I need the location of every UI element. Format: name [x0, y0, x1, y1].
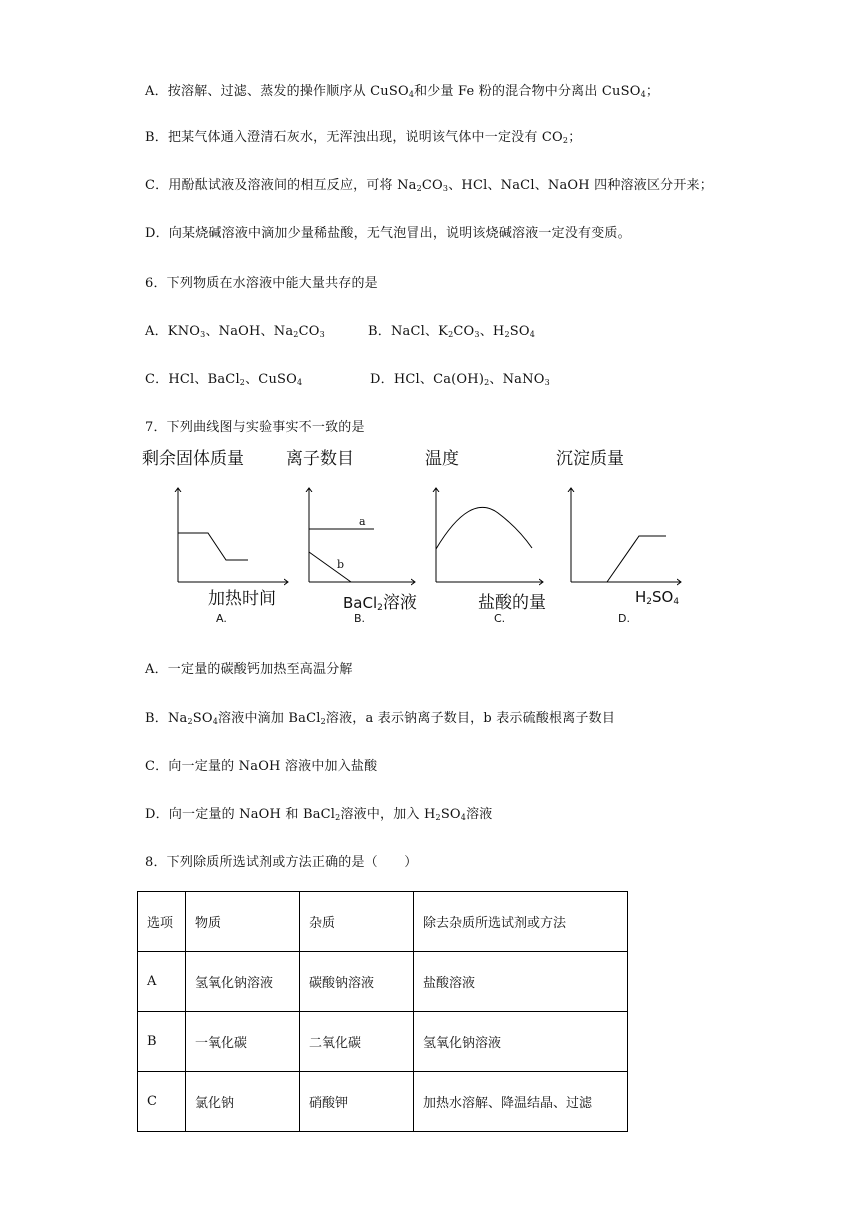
table-cell: 氯化钠	[186, 1072, 300, 1132]
q7-option-d: D．向一定量的 NaOH 和 BaCl$_2$溶液中，加入 $H_2SO_4$溶液	[145, 807, 493, 822]
table-header-cell: 杂质	[300, 892, 414, 952]
graph-a-curve	[178, 533, 248, 560]
table-cell: A	[138, 952, 186, 1012]
graph-c-ylabel: 温度	[425, 449, 459, 469]
table-row	[138, 1012, 628, 1072]
graph-c-xlabel: 盐酸的量	[478, 593, 546, 613]
q5-option-d: D．向某烧碱溶液中滴加少量稀盐酸，无气泡冒出，说明该烧碱溶液一定没有变质。	[145, 226, 631, 241]
graph-b	[309, 488, 415, 582]
table-row	[138, 1072, 628, 1132]
graph-a-xlabel: 加热时间	[208, 589, 276, 609]
q7-graphs-svg	[140, 440, 700, 640]
q8-table	[137, 891, 628, 1132]
graph-a	[178, 488, 288, 582]
q7-option-b: B．$Na_2SO_4$溶液中滴加 BaCl$_2$溶液，a 表示钠离子数目，b 表示硫酸根离子数目	[145, 711, 616, 726]
table-cell: 碳酸钠溶液	[300, 952, 414, 1012]
q7-option-c: C．向一定量的 NaOH 溶液中加入盐酸	[145, 759, 378, 774]
table-row	[138, 952, 628, 1012]
graph-a-ylabel: 剩余固体质量	[142, 449, 244, 469]
table-cell: 一氧化碳	[186, 1012, 300, 1072]
table-cell: C	[138, 1072, 186, 1132]
graph-c-panel-label: C.	[494, 612, 506, 625]
q6-option-b: B．NaCl、$K_2CO_3$、$H_2SO_4$	[368, 324, 536, 339]
table-cell: 氢氧化钠溶液	[414, 1012, 628, 1072]
graph-d-xlabel: $H_2SO_4$	[635, 588, 680, 607]
graph-d-panel-label: D.	[618, 612, 630, 625]
graph-a-panel-label: A.	[216, 612, 227, 625]
table-header-row	[138, 892, 628, 952]
q5-option-c: C．用酚酞试液及溶液间的相互反应，可将 $Na_2CO_3$、HCl、NaCl、NaOH 四种溶液区分开来；	[145, 178, 713, 193]
graph-d-ylabel: 沉淀质量	[556, 449, 624, 469]
q7-stem: 7．下列曲线图与实验事实不一致的是	[145, 420, 365, 435]
graph-b-panel-label: B.	[354, 612, 366, 625]
q6-option-d: D．HCl、$Ca(OH)_2$、NaNO$_3$	[370, 372, 550, 387]
table-header-cell: 除去杂质所选试剂或方法	[414, 892, 628, 952]
table-header-cell: 物质	[186, 892, 300, 952]
table-cell: 加热水溶解、降温结晶、过滤	[414, 1072, 628, 1132]
table-cell: 二氧化碳	[300, 1012, 414, 1072]
table-cell: 盐酸溶液	[414, 952, 628, 1012]
graph-d	[571, 488, 681, 582]
table-cell: 硝酸钾	[300, 1072, 414, 1132]
q5-option-a: A．按溶解、过滤、蒸发的操作顺序从 CuSO$_4$和少量 Fe 粉的混合物中分离出 CuSO$_4$；	[145, 84, 660, 99]
q6-option-a: A．$KNO_3$、NaOH、$Na_2CO_3$	[145, 324, 325, 339]
q6-option-c: C．HCl、BaCl$_2$、CuSO$_4$	[145, 372, 303, 387]
graph-b-curve-a-label: a	[359, 515, 366, 528]
q8-stem: 8．下列除质所选试剂或方法正确的是（ ）	[145, 855, 418, 870]
q5-option-b: B．把某气体通入澄清石灰水，无浑浊出现，说明该气体中一定没有 $CO_2$；	[145, 130, 582, 145]
q6-stem: 6．下列物质在水溶液中能大量共存的是	[145, 276, 378, 291]
graph-b-curve-b	[309, 552, 351, 582]
graph-c-curve	[436, 507, 532, 549]
table-header-cell: 选项	[138, 892, 186, 952]
graph-c	[436, 488, 543, 582]
table-cell: 氢氧化钠溶液	[186, 952, 300, 1012]
graph-b-xlabel: BaCl$_2$溶液	[343, 593, 417, 613]
graph-b-curve-b-label: b	[337, 558, 345, 571]
q7-option-a: A．一定量的碳酸钙加热至高温分解	[145, 662, 353, 677]
graph-b-ylabel: 离子数目	[286, 449, 354, 469]
q7-graphs	[140, 440, 700, 640]
graph-d-curve	[607, 536, 666, 582]
table-cell: B	[138, 1012, 186, 1072]
